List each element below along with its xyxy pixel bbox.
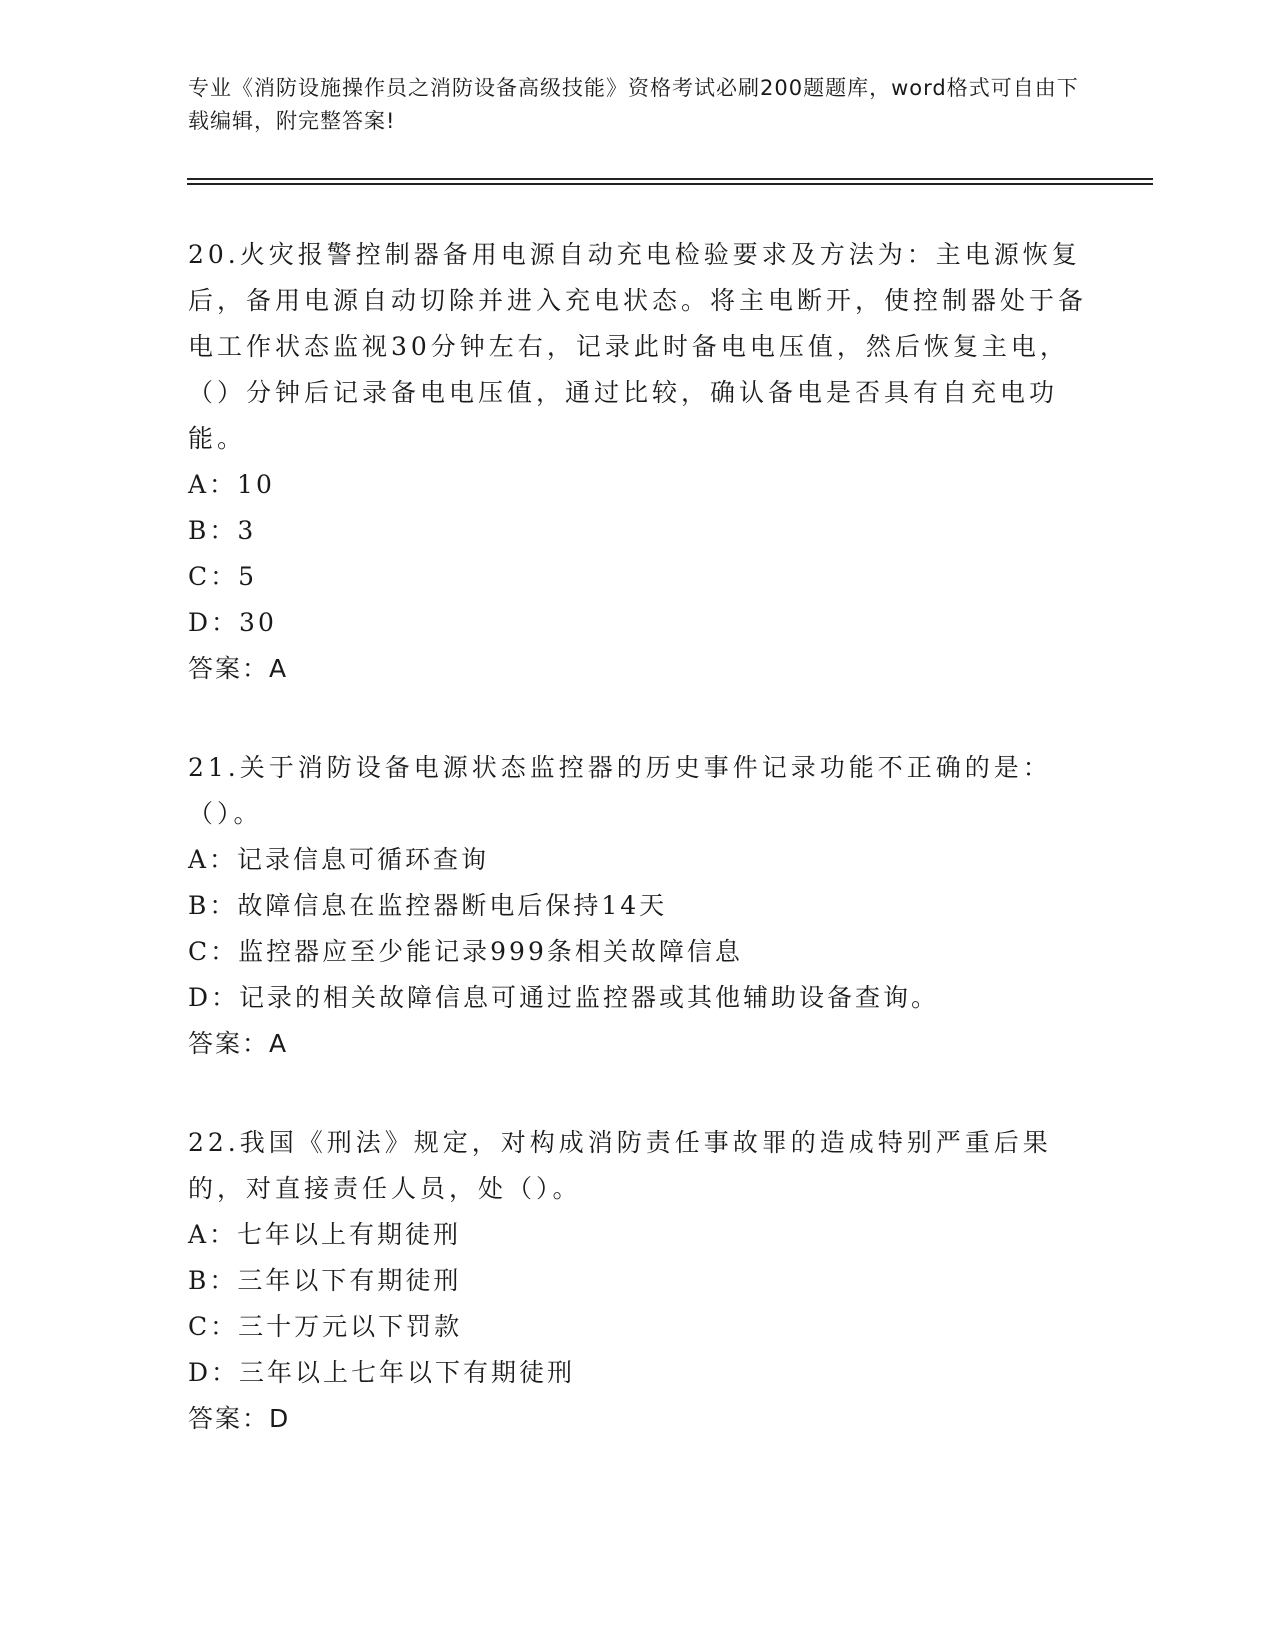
question-list [188, 232, 1088, 1495]
answer-line: 答案：A [188, 1029, 289, 1058]
question-22 [188, 1120, 1088, 1442]
option-b: B：三年以下有期徒刑 [188, 1266, 462, 1295]
header-rule-bottom [187, 183, 1153, 185]
option-a: A：七年以上有期徒刑 [188, 1220, 462, 1249]
question-stem: 22.我国《刑法》规定，对构成消防责任事故罪的造成特别严重后果的，对直接责任人员，处（）。 [188, 1128, 1052, 1203]
option-c: C：监控器应至少能记录999条相关故障信息 [188, 937, 743, 966]
option-d: D：三年以上七年以下有期徒刑 [188, 1358, 576, 1387]
question-20 [188, 232, 1088, 692]
question-21 [188, 745, 1088, 1067]
answer-line: 答案：A [188, 654, 289, 683]
document-header: 专业《消防设施操作员之消防设备高级技能》资格考试必刷200题题库，word格式可自由下载编辑，附完整答案! [188, 76, 1079, 133]
option-b: B：3 [188, 516, 257, 545]
option-d: D：30 [188, 608, 277, 637]
header-rule-top [187, 178, 1153, 180]
option-a: A：记录信息可循环查询 [188, 845, 490, 874]
question-stem: 21.关于消防设备电源状态监控器的历史事件记录功能不正确的是：（）。 [188, 753, 1052, 828]
option-c: C：三十万元以下罚款 [188, 1312, 463, 1341]
answer-line: 答案：D [188, 1404, 291, 1433]
question-stem: 20.火灾报警控制器备用电源自动充电检验要求及方法为：主电源恢复后，备用电源自动切除并进入充电状态。将主电断开，使控制器处于备电工作状态监视30分钟左右，记录此时备电电压值，然后恢复主电，（）分钟后记录备电电压值，通过比较，确认备电是否具有自充电功能。 [188, 240, 1088, 453]
option-b: B：故障信息在监控器断电后保持14天 [188, 891, 668, 920]
option-c: C：5 [188, 562, 258, 591]
option-d: D：记录的相关故障信息可通过监控器或其他辅助设备查询。 [188, 983, 940, 1012]
option-a: A：10 [188, 470, 275, 499]
